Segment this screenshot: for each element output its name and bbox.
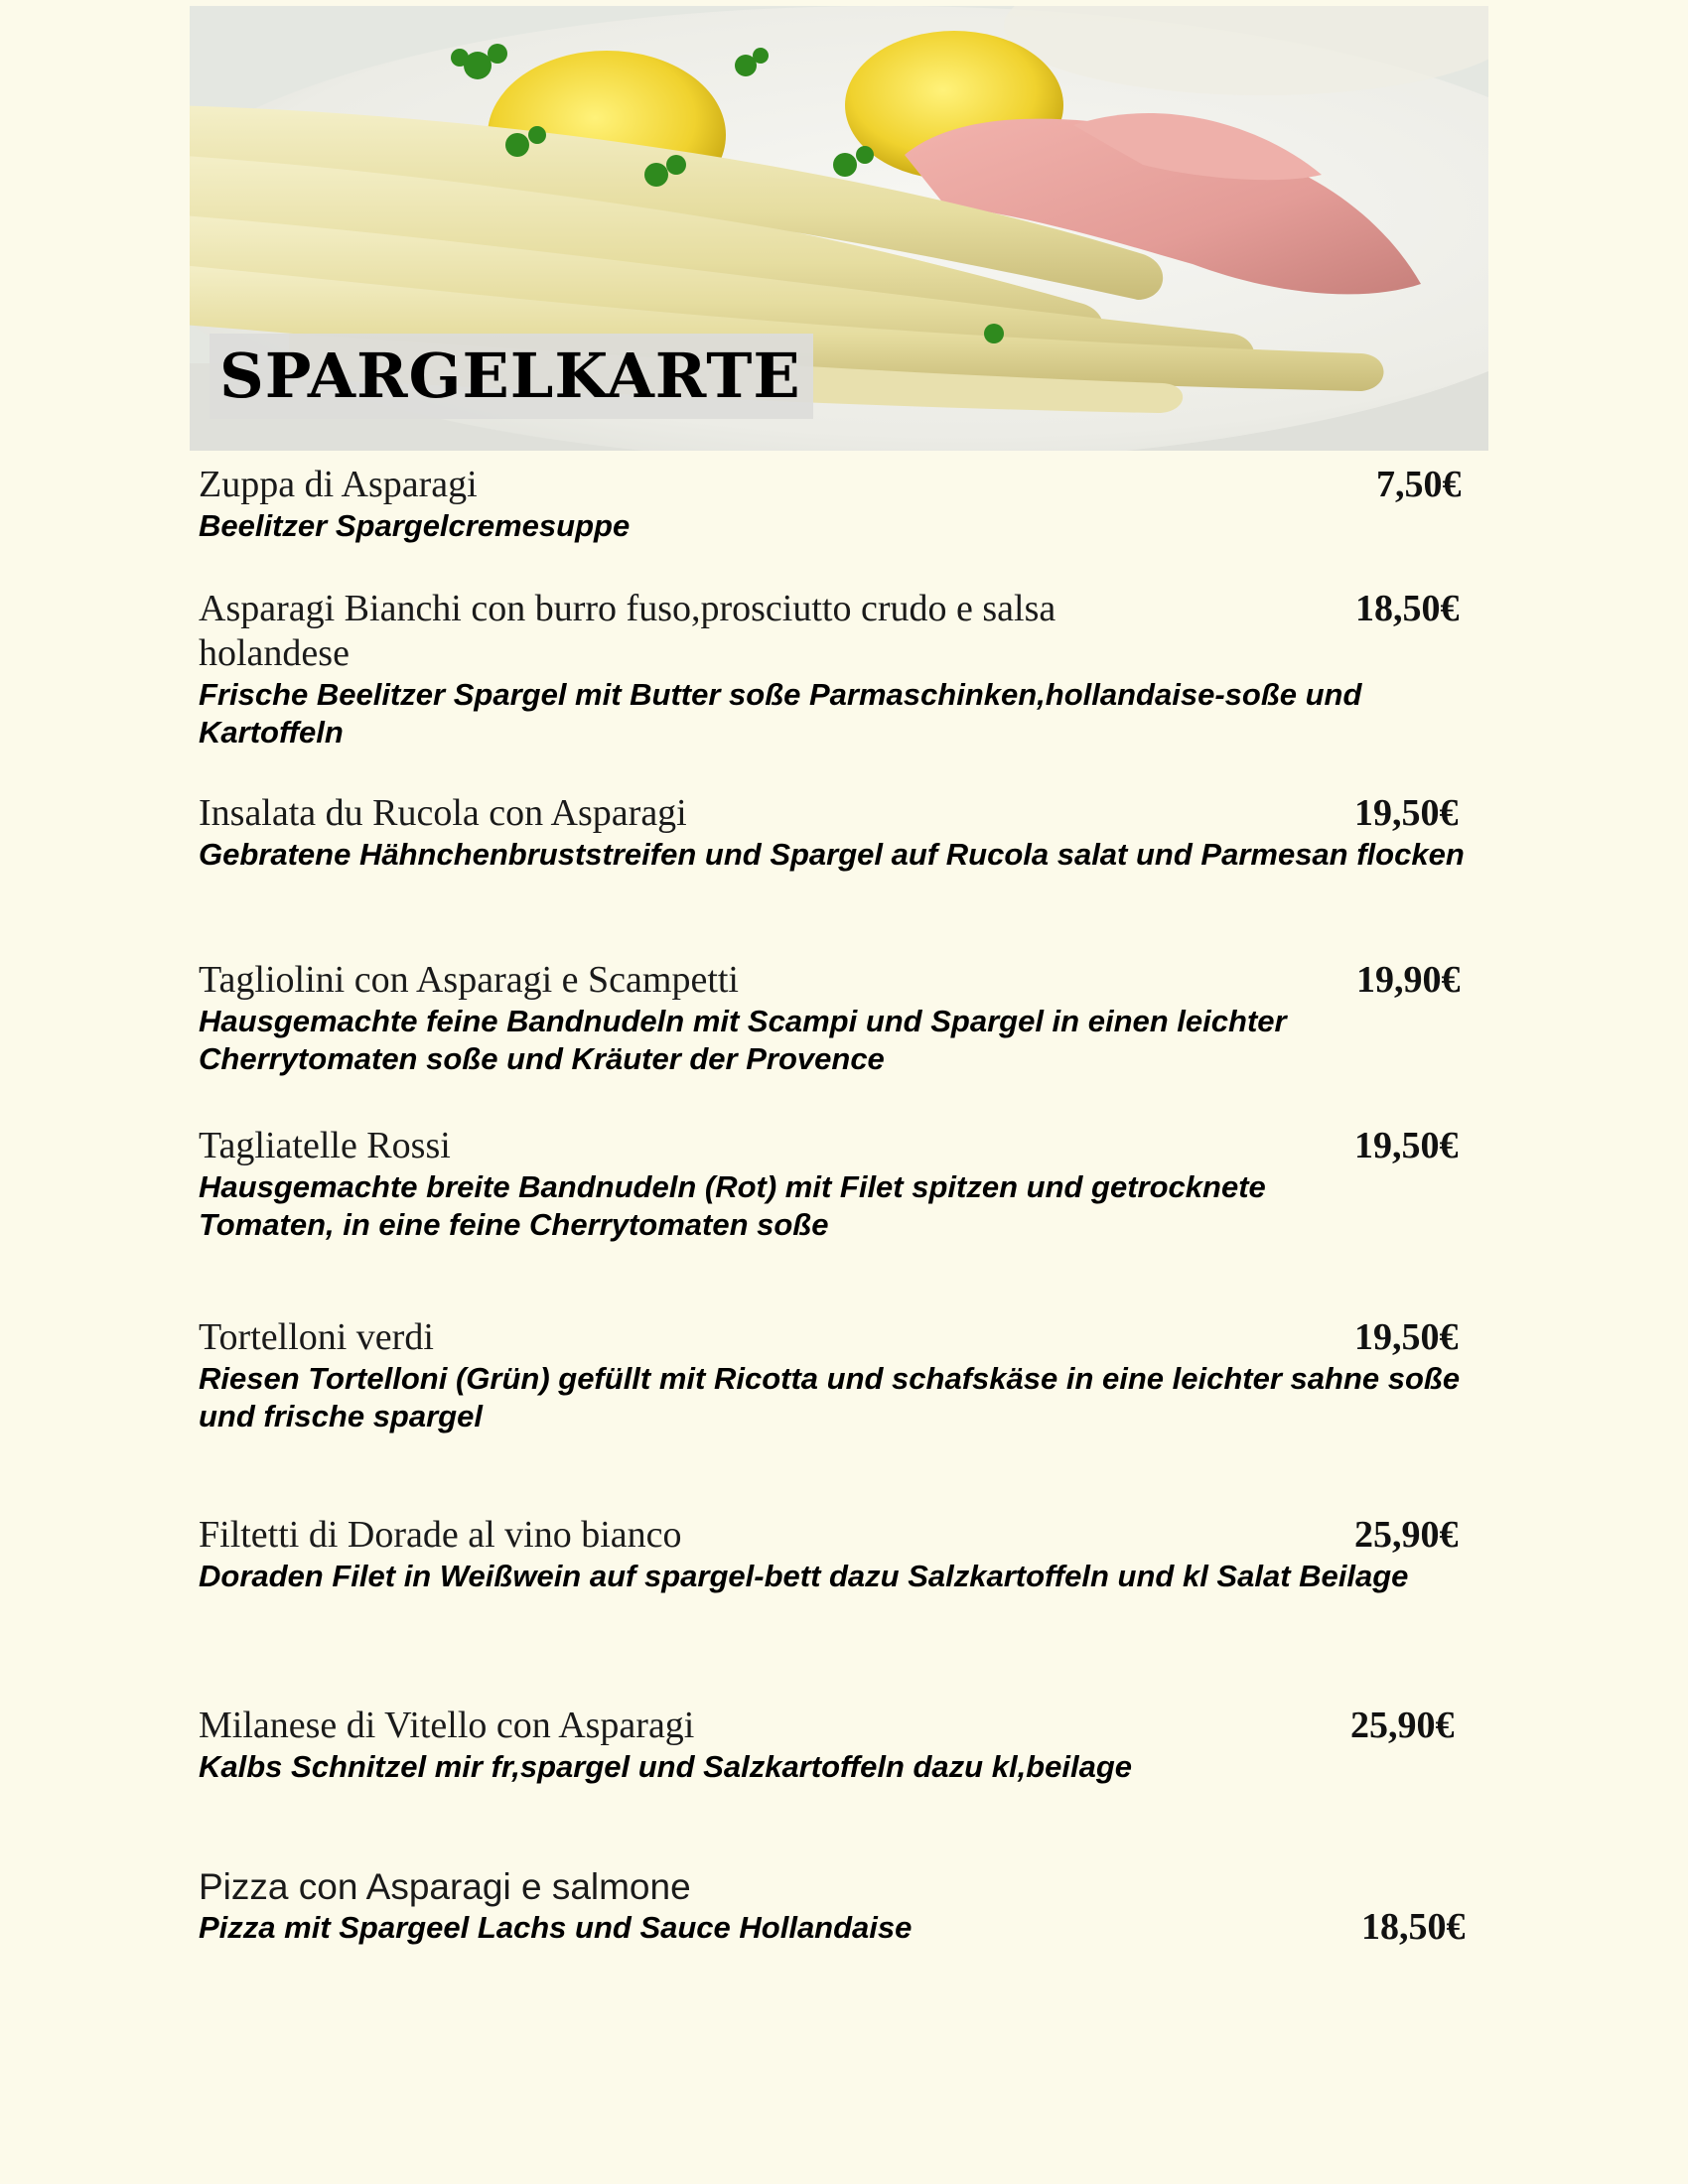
menu-item-description: Pizza mit Spargeel Lachs und Sauce Hollandaise — [199, 1910, 913, 1945]
title-box — [210, 334, 813, 419]
menu-item-description: Gebratene Hähnchenbruststreifen und Spargel auf Rucola salat und Parmesan flocken — [199, 837, 1465, 872]
menu-item-description: Frische Beelitzer Spargel mit Butter soße Parmaschinken,hollandaise-soße und Kartoffeln — [199, 677, 1362, 750]
menu-item-price: 18,50€ — [1355, 588, 1460, 629]
menu-item — [199, 1864, 1489, 1947]
menu-item-name: Tortelloni verdi — [199, 1316, 434, 1358]
menu-item-price: 19,90€ — [1356, 959, 1461, 1001]
menu-item-price: 25,90€ — [1350, 1705, 1455, 1746]
menu-item-name: Filtetti di Dorade al vino bianco — [199, 1514, 682, 1556]
menu-item-description: Doraden Filet in Weißwein auf spargel-bett dazu Salzkartoffeln und kl Salat Beilage — [199, 1559, 1409, 1593]
menu-item — [199, 791, 1489, 874]
menu-item-price: 25,90€ — [1354, 1514, 1459, 1556]
menu-item-description: Riesen Tortelloni (Grün) gefüllt mit Ricotta und schafskäse in eine leichter sahne soße und frische spargel — [199, 1361, 1461, 1433]
menu-item — [199, 1315, 1489, 1435]
menu-item-name: Milanese di Vitello con Asparagi — [199, 1705, 695, 1746]
menu-item-name: Tagliatelle Rossi — [199, 1125, 451, 1166]
menu-item-price: 19,50€ — [1354, 1316, 1459, 1358]
menu-item-name: Asparagi Bianchi con burro fuso,prosciutto crudo e salsa holandese — [199, 588, 1056, 674]
menu-item-description: Hausgemachte feine Bandnudeln mit Scampi und Spargel in einen leichter Cherrytomaten soße und Kräuter der Provence — [199, 1004, 1287, 1076]
menu-item-price: 19,50€ — [1354, 792, 1459, 834]
menu-item — [199, 587, 1489, 751]
menu-item — [199, 958, 1489, 1078]
menu-item-name: Zuppa di Asparagi — [199, 464, 478, 505]
menu-item-name: Pizza con Asparagi e salmone — [199, 1866, 691, 1907]
menu-item — [199, 1513, 1489, 1595]
menu-item-name: Insalata du Rucola con Asparagi — [199, 792, 687, 834]
menu-item-description: Hausgemachte breite Bandnudeln (Rot) mit Filet spitzen und getrocknete Tomaten, in eine feine Cherrytomaten soße — [199, 1169, 1266, 1242]
menu-item — [199, 1704, 1489, 1786]
menu-item-description: Beelitzer Spargelcremesuppe — [199, 508, 631, 543]
menu-item — [199, 463, 1489, 545]
menu-item-description: Kalbs Schnitzel mir fr,spargel und Salzkartoffeln dazu kl,beilage — [199, 1749, 1133, 1784]
menu-item-price: 7,50€ — [1376, 464, 1462, 505]
menu-item-name: Tagliolini con Asparagi e Scampetti — [199, 959, 739, 1001]
header-photo — [190, 6, 1488, 451]
menu-item — [199, 1124, 1489, 1244]
menu-item-price: 18,50€ — [1361, 1906, 1466, 1948]
menu-item-price: 19,50€ — [1354, 1125, 1459, 1166]
page-title: SPARGELKARTE — [219, 340, 801, 412]
